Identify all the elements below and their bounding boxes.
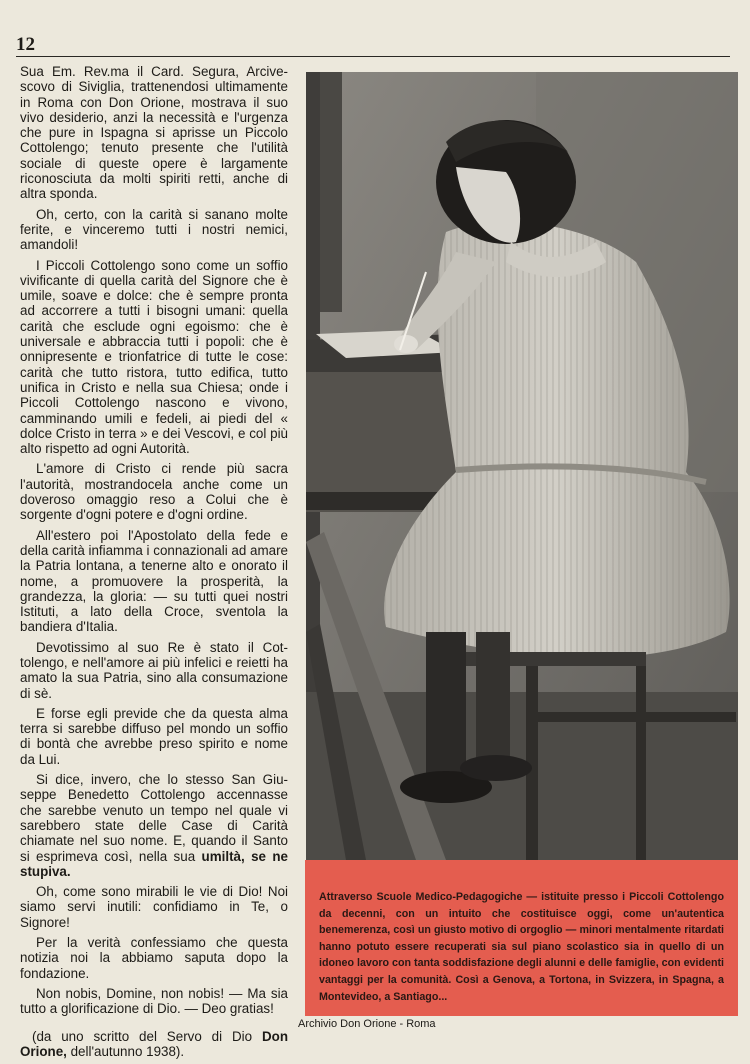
article-paragraph: All'estero poi l'Apostolato della fede e della carità infiamma i connazionali ad amare la Patria lontana, a tenerne alto e onorato il nome, a promuovere la prosperità, la grandezza, la gloria: — su tutti quei nostri Istituti, a lato della Croce, sventola la bandiera d'Italia.	[20, 527, 288, 635]
article-paragraph: Non nobis, Domine, non nobis! — Ma sia tutto a glorificazione di Dio. — Deo gratias!	[20, 985, 288, 1017]
article-paragraph: E forse egli previde che da questa alma terra si sarebbe diffuso pel mondo un soffio di bontà che avrebbe preso spirito e nome da Lui.	[20, 705, 288, 767]
article-paragraph: Oh, certo, con la carità si sanano molte ferite, e vinceremo tutti i nostri nemici, amandoli!	[20, 206, 288, 253]
citation-text: (da uno scritto del Servo di Dio	[32, 1028, 262, 1044]
article-paragraph: Sua Em. Rev.ma il Card. Segura, Arcivescovo di Siviglia, trattenendosi ultimamente in Roma con Don Orione, mostrava il suo vivo desiderio, anzi la necessità e l'urgenza che pure in Ispagna si aprisse un Piccolo Cottolengo; tenuto presente che l'utilità sociale di queste opere è largamente riconosciuta da molti spiriti retti, anche di altra sponda.	[20, 64, 288, 202]
article-paragraph: Oh, come sono mirabili le vie di Dio! Noi siamo servi inutili: confidiamo in Te, o Signore!	[20, 884, 288, 930]
article-paragraph: Per la verità confessiamo che questa notizia noi la abbiamo saputa dopo la fondazione.	[20, 935, 288, 981]
header-rule	[16, 56, 730, 57]
article-paragraph: I Piccoli Cottolengo sono come un soffio vivificante di quella carità del Signore che è umile, soave e dolce: che è sempre pronta ad accorrere a tutti i bisogni umani: quella carità che esclude ogni egoismo: che è universale e abbraccia tutti i popoli: che è onnipresente e trionfatrice di tutte le cose: carità che tutto ristora, tutto edifica, tutto unifica in Cristo e nella sua Chiesa; onde i Piccoli Cottolengo nascono e vivono, camminando umili e fedeli, ai piedi del « dolce Cristo in terra » e dei Vescovi, e col più alto rispetto ad ogni Autorità.	[20, 257, 288, 457]
article-paragraph: L'amore di Cristo ci rende più sacra l'autorità, mostrandocela anche come un doveroso omaggio reso a Colui che è sorgente d'ogni potere e d'ogni ordine.	[20, 461, 288, 523]
article-paragraph	[20, 772, 288, 879]
citation-date: dell'autunno 1938).	[66, 1043, 185, 1059]
paragraph-bold-text: umiltà, se ne stupiva.	[20, 848, 288, 879]
caption-box	[305, 860, 738, 1016]
paragraph-text: Si dice, invero, che lo stesso San Giuseppe Benedetto Cottolengo accennasse che sarebbe venuto un tempo nel quale vi sarebbero state delle Case di Carità chiamate nel suo nome. E, quando il Santo si esprimeva così, nella sua	[20, 772, 288, 864]
photo-caption: Attraverso Scuole Medico-Pedagogiche — istituite presso i Piccoli Cottolengo da decenni, con un intuito che costituisce oggi, come un'autentica benemerenza, così un giusto motivo di orgoglio — minori mentalmente ritardati hanno potuto essere recuperati sia sul piano scolastico sia in quello di un idoneo lavoro con tanta soddisfazione degli alunni e delle famiglie, con evidenti vantaggi per la comunità. Così a Genova, a Tortona, in Svizzera, in Spagna, a Montevideo, a Santiago...	[319, 891, 725, 1003]
article-citation	[20, 1029, 288, 1060]
article-text-column	[20, 64, 288, 1064]
child-writing-at-desk-photo	[306, 72, 738, 860]
article-paragraph: Devotissimo al suo Re è stato il Cottolengo, e nell'amore ai più infelici e reietti ha amato la sua Patria, sino alla consumazione di sè.	[20, 639, 288, 701]
citation-author: Don Orione,	[20, 1028, 288, 1059]
archive-footer: Archivio Don Orione - Roma	[298, 1018, 436, 1030]
page-number: 12	[16, 34, 35, 55]
